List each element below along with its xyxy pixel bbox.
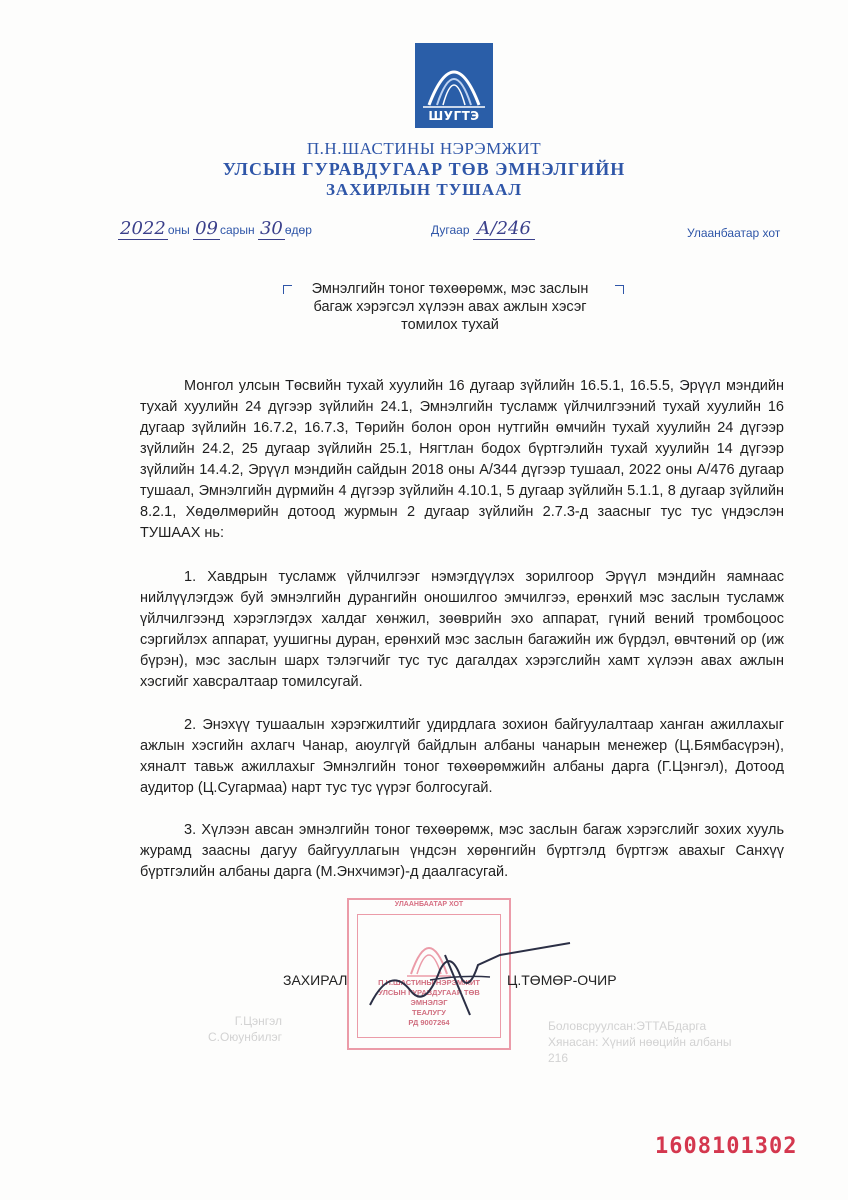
subject-line: Эмнэлгийн тоног төхөөрөмж, мэс заслын [311,281,589,297]
document-type: ЗАХИРЛЫН ТУШААЛ [325,180,523,199]
bleed-through-text [112,1013,282,1045]
stamp-text: ТЕАЛУГУ [412,1008,446,1017]
date-day-suffix: өдөр [284,223,312,237]
stamp-text: УЛААНБААТАР ХОТ [394,901,464,908]
stamp-text: ЭМНЭЛЭГ [410,998,448,1007]
signatory-title: ЗАХИРАЛ [283,972,348,988]
stamp-text: РД 9007264 [408,1018,450,1027]
subject-line: томилох тухай [401,317,499,333]
document-number [431,218,535,239]
signatory-name: Ц.ТӨМӨР-ОЧИР [507,972,617,988]
date-month-suffix: сарын [220,223,255,237]
stamp-text: УЛСЫН ГУРАВДУГААР ТӨВ [378,988,480,997]
hospital-name-line: УЛСЫН ГУРАВДУГААР ТӨВ ЭМНЭЛГИЙН [222,159,626,179]
order-clause-1: 1. Хавдрын тусламж үйлчилгээг нэмэгдүүлэх зорилгоор Эрүүл мэндийн яамнаас нийлүүлэгдэж буй эмнэлгийн дурангийн оношилгоо эмчилгээ, ерөнхий мэс заслын тусламж үйлчилгээнд хэрэглэгдэх халдаг хөнжил, зөөврийн эхо аппарат, гүний вений тромбоцоос сэргийлэх аппарат, уушигны дуран, ерөнхий мэс заслын багажийн иж бүрдэл, өвчтөний ор (иж бүрэн), мэс заслын шарх тэлэгчийг тус тус дагалдах хэрэгслийн хамт хүлээн авах ажлын хэсгийг хавсралтаар томилсугай. [140,569,784,690]
date-year: 2022 [120,218,166,239]
city: Улаанбаатар хот [687,226,781,240]
bleed-line: Г.Цэнгэл [234,1014,282,1028]
bleed-line: Боловсруулсан:ЭТТАБдарга [548,1019,707,1033]
document-subject [250,280,650,334]
subject-line: багаж хэрэгсэл хүлээн авах ажлын хэсэг [313,299,587,315]
bleed-line: С.Оюунбилэг [207,1030,282,1044]
stamp-text: П.Н.ШАСТИНЫ НЭРЭМЖИТ [378,978,480,987]
bleed-line: 216 [548,1051,569,1065]
bleed-through-text [548,1018,732,1066]
date-month: 09 [195,218,218,239]
bleed-line: Хянасан: Хүний нөөцийн албаны [548,1035,732,1049]
order-clause-2: 2. Энэхүү тушаалын хэрэгжилтийг удирдлага зохион байгуулалтаар ханган ажиллахыг ажлын хэсгийн ахлагч Чанар, аюулгүй байдлын албаны чанарын менежер (Ц.Бямбасүрэн), хяналт тавьж ажиллахыг Эмнэлгийн тоног төхөөрөмжийн албаны дарга (Г.Цэнгэл), Дотоод аудитор (Ц.Сугармаа) нарт тус тус үүрэг болгосугай. [140,717,784,796]
logo-text: ШУГТЭ [428,109,480,123]
document-date [118,218,312,239]
number-label: Дугаар [431,223,470,237]
date-year-suffix: оны [167,223,190,237]
order-clause-3: 3. Хүлээн авсан эмнэлгийн тоног төхөөрөмж, мэс заслын багаж хэрэгслийг зохих хууль журамд заасны дагуу байгууллагын үндсэн хөрөнгийн бүртгэлд бүртгэж авахыг Санхүү бүртгэлийн албаны дарга (М.Энхчимэг)-д даалгасугай. [140,822,784,880]
number-value: А/246 [473,218,535,240]
serial-number: 1608101302 [655,1134,798,1159]
date-day: 30 [259,218,283,239]
hospital-logo [415,43,493,128]
hospital-name-line: П.Н.ШАСТИНЫ НЭРЭМЖИТ [306,139,542,158]
preamble-paragraph: Монгол улсын Төсвийн тухай хуулийн 16 дугаар зүйлийн 16.5.1, 16.5.5, Эрүүл мэндийн тухай хуулийн 24 дүгээр зүйлийн 24.1, Эмнэлгийн тусламж үйлчилгээний тухай хуулийн 16 дугаар зүйлийн 16.7.2, 16.7.3, Төрийн болон орон нутгийн өмчийн тухай хуулийн 24 дүгээр зүйлийн 24.2, 25 дугаар зүйлийн 25.1, Нягтлан бодох бүртгэлийн тухай хуулийн 14 дүгээр зүйлийн 14.4.2, Эрүүл мэндийн сайдын 2018 оны А/344 дүгээр тушаал, 2022 оны А/476 дугаар тушаал, Эмнэлгийн дүрмийн 4 дүгээр зүйлийн 4.10.1, 5 дугаар зүйлийн 5.1.1, 8 дугаар зүйлийн 8.2.1, Хөдөлмөрийн дотоод журмын 2 дугаар зүйлийн 2.7.3-д заасныг тус тус үндэслэн ТУШААХ нь: [140,378,784,541]
